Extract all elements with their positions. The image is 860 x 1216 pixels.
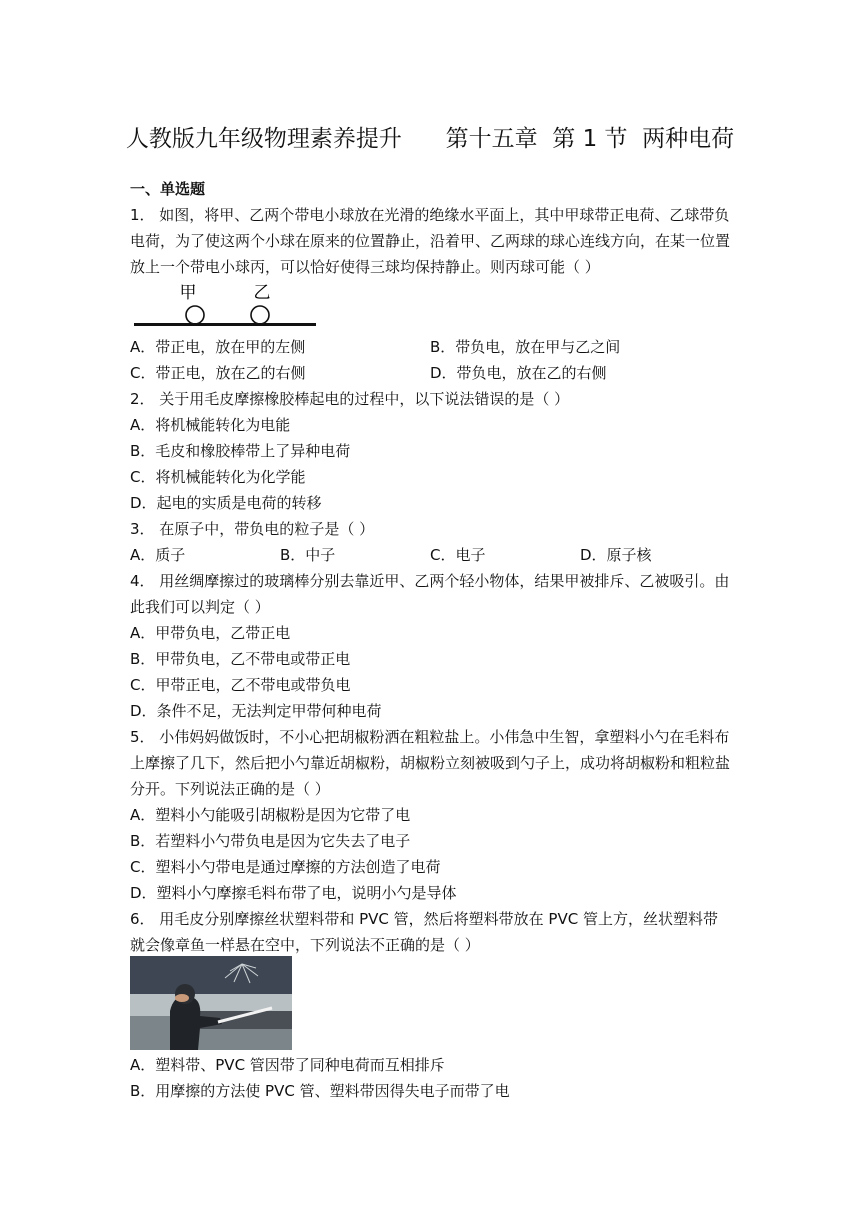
q4-option-c: C．甲带正电，乙不带电或带负电	[130, 676, 351, 694]
q2-option-c: C．将机械能转化为化学能	[130, 468, 306, 486]
question-1-line-1: 1． 如图，将甲、乙两个带电小球放在光滑的绝缘水平面上，其中甲球带正电荷、乙球带负	[130, 206, 730, 224]
q3-option-a: A．质子	[130, 546, 186, 564]
q2-option-b: B．毛皮和橡胶棒带上了异种电荷	[130, 442, 351, 460]
q3-option-d: D．原子核	[580, 546, 652, 564]
ball-yi-label: 乙	[253, 283, 271, 303]
q3-option-b: B．中子	[280, 546, 336, 564]
q6-option-b: B．用摩擦的方法使 PVC 管、塑料带因得失电子而带了电	[130, 1082, 510, 1100]
q4-option-a: A．甲带负电，乙带正电	[130, 624, 291, 642]
section-heading: 一、单选题	[130, 180, 206, 198]
page-title: 人教版九年级物理素养提升 第十五章 第 1 节 两种电荷	[125, 126, 735, 152]
q6-option-a: A．塑料带、PVC 管因带了同种电荷而互相排斥	[130, 1056, 445, 1074]
question-6-line-1: 6． 用毛皮分别摩擦丝状塑料带和 PVC 管，然后将塑料带放在 PVC 管上方，丝状塑料带	[130, 910, 718, 928]
question-1-line-2: 电荷，为了使这两个小球在原来的位置静止，沿着甲、乙两球的球心连线方向，在某一位置	[130, 232, 731, 250]
charged-balls-figure	[132, 280, 322, 334]
octopus-experiment-photo	[130, 956, 292, 1050]
q4-option-b: B．甲带负电，乙不带电或带正电	[130, 650, 351, 668]
q1-option-d: D．带负电，放在乙的右侧	[430, 364, 607, 382]
question-2-line-1: 2． 关于用毛皮摩擦橡胶棒起电的过程中，以下说法错误的是（ ）	[130, 390, 570, 408]
q1-option-a: A．带正电，放在甲的左侧	[130, 338, 306, 356]
q5-option-c: C．塑料小勺带电是通过摩擦的方法创造了电荷	[130, 858, 441, 876]
q5-option-d: D．塑料小勺摩擦毛料布带了电，说明小勺是导体	[130, 884, 457, 902]
q2-option-a: A．将机械能转化为电能	[130, 416, 291, 434]
question-3-line-1: 3． 在原子中，带负电的粒子是（ ）	[130, 520, 375, 538]
ball-yi	[251, 306, 269, 324]
question-1-line-3: 放上一个带电小球丙，可以恰好使得三球均保持静止。则丙球可能（ ）	[130, 258, 600, 276]
q1-option-c: C．带正电，放在乙的右侧	[130, 364, 306, 382]
ball-jia-label: 甲	[179, 283, 197, 303]
question-5-line-3: 分开。下列说法正确的是（ ）	[130, 780, 330, 798]
q2-option-d: D．起电的实质是电荷的转移	[130, 494, 322, 512]
q5-option-b: B．若塑料小勺带负电是因为它失去了电子	[130, 832, 411, 850]
question-5-line-2: 上摩擦了几下，然后把小勺靠近胡椒粉，胡椒粉立刻被吸到勺子上，成功将胡椒粉和粗粒盐	[130, 754, 731, 772]
question-6-line-2: 就会像章鱼一样悬在空中，下列说法不正确的是（ ）	[130, 936, 480, 954]
q1-option-b: B．带负电，放在甲与乙之间	[430, 338, 621, 356]
question-4-line-2: 此我们可以判定（ ）	[130, 598, 270, 616]
ball-jia	[186, 306, 204, 324]
question-5-line-1: 5． 小伟妈妈做饭时，不小心把胡椒粉洒在粗粒盐上。小伟急中生智，拿塑料小勺在毛料布	[130, 728, 730, 746]
question-4-line-1: 4． 用丝绸摩擦过的玻璃棒分别去靠近甲、乙两个轻小物体，结果甲被排斥、乙被吸引。由	[130, 572, 730, 590]
q3-option-c: C．电子	[430, 546, 486, 564]
q5-option-a: A．塑料小勺能吸引胡椒粉是因为它带了电	[130, 806, 411, 824]
q4-option-d: D．条件不足，无法判定甲带何种电荷	[130, 702, 382, 720]
